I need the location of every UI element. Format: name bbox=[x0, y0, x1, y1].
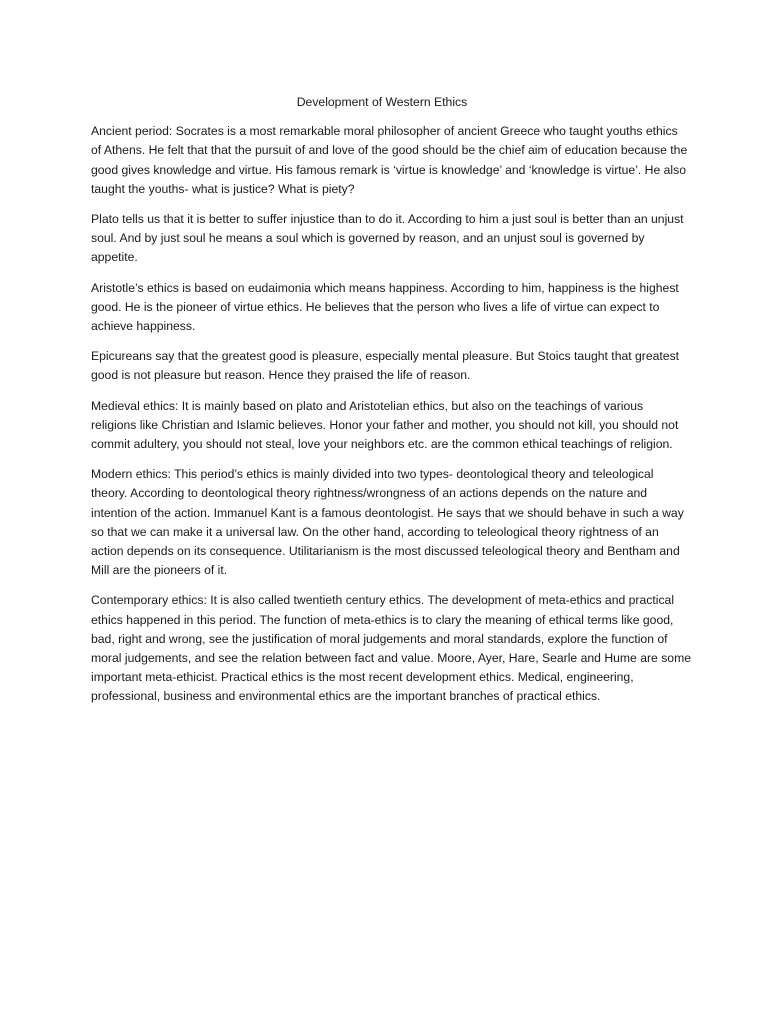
document-title: Development of Western Ethics bbox=[296, 95, 468, 109]
paragraph-epicureans-stoics: Epicureans say that the greatest good is pleasure, especially mental pleasure. But Stoics taught that greatest good is not pleasure but reason. Hence they praised the life of reason. bbox=[91, 349, 680, 383]
paragraph-plato: Plato tells us that it is better to suffer injustice than to do it. According to him a just soul is better than an unjust soul. And by just soul he means a soul which is governed by reason, and an unjust soul is governed by appetite. bbox=[91, 212, 684, 265]
paragraph-modern-ethics: Modern ethics: This period’s ethics is mainly divided into two types- deontological theory and teleological theory. According to deontological theory rightness/wrongness of an actions depends on the nature and intention of the action. Immanuel Kant is a famous deontologist. He says that we should behave in such a way so that we can make it a universal law. On the other hand, according to teleological theory rightness of an action depends on its consequence. Utilitarianism is the most discussed teleological theory and Bentham and Mill are the pioneers of it. bbox=[91, 467, 684, 578]
paragraph-ancient-period: Ancient period: Socrates is a most remarkable moral philosopher of ancient Greece who taught youths ethics of Athens. He felt that that the pursuit of and love of the good should be the chief aim of education because the good gives knowledge and virtue. His famous remark is ‘virtue is knowledge’ and ‘knowledge is virtue’. He also taught the youths- what is justice? What is piety? bbox=[91, 124, 688, 196]
paragraph-medieval-ethics: Medieval ethics: It is mainly based on plato and Aristotelian ethics, but also on the teachings of various religions like Christian and Islamic believes. Honor your father and mother, you should not kill, you should not commit adultery, you should not steal, love your neighbors etc. are the common ethical teachings of religion. bbox=[91, 398, 679, 452]
paragraph-contemporary-ethics: Contemporary ethics: It is also called twentieth century ethics. The development of meta-ethics and practical ethics happened in this period. The function of meta-ethics is to clary the meaning of ethical terms like good, bad, right and wrong, see the justification of moral judgements and moral standards, explore the function of moral judgements, and see the relation between fact and value. Moore, Ayer, Hare, Searle and Hume are some important meta-ethicist. Practical ethics is the most recent development ethics. Medical, engineering, professional, business and environmental ethics are the important branches of practical ethics. bbox=[91, 593, 692, 704]
document-body bbox=[91, 93, 691, 718]
paragraph-aristotle: Aristotle’s ethics is based on eudaimonia which means happiness. According to him, happiness is the highest good. He is the pioneer of virtue ethics. He believes that the person who lives a life of virtue can expect to achieve happiness. bbox=[91, 280, 679, 334]
